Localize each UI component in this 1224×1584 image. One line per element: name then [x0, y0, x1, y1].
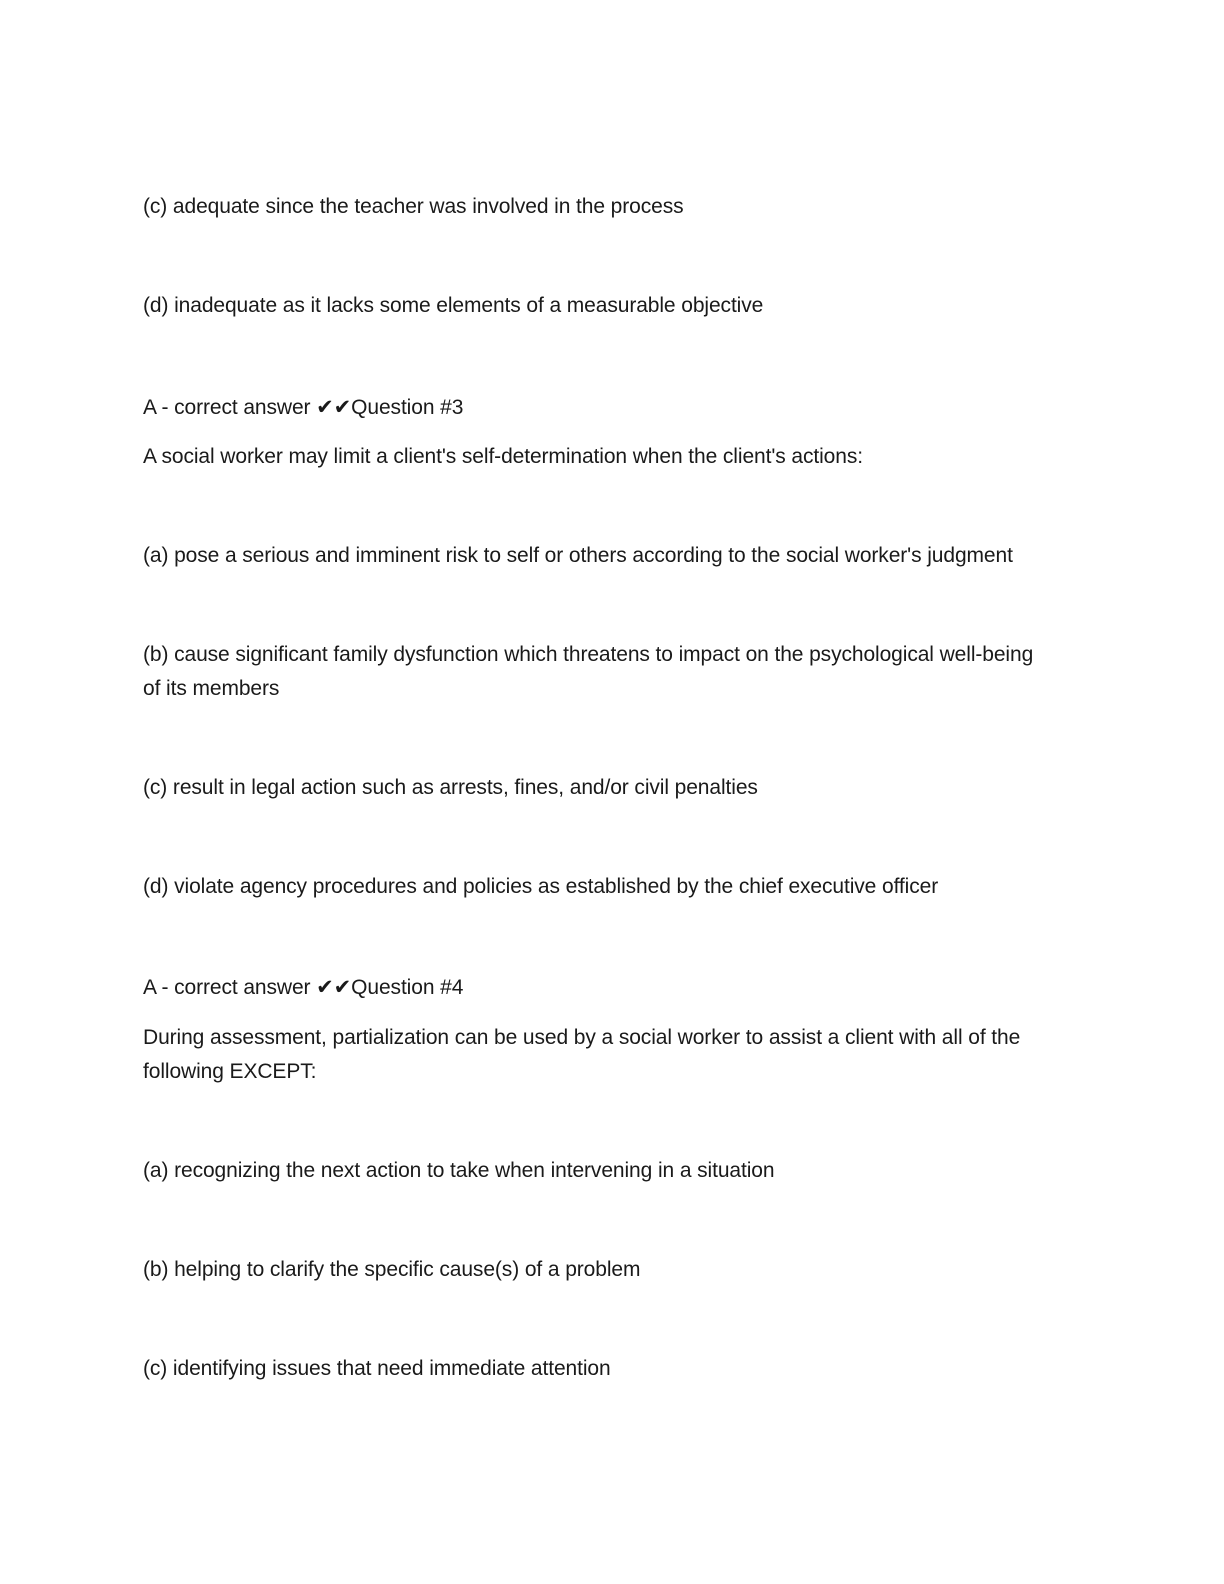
q4-stem: During assessment, partialization can be used by a social worker to assist a client with all of the following EXCEPT:: [143, 1026, 1021, 1083]
q3-option-d: (d) violate agency procedures and policies as established by the chief executive officer: [143, 875, 939, 898]
q3-option-a: (a) pose a serious and imminent risk to self or others according to the social worker's judgment: [143, 544, 1013, 567]
q3-answer-line: A - correct answer ✔✔Question #4: [143, 976, 464, 999]
q4-option-c: (c) identifying issues that need immediate attention: [143, 1357, 611, 1380]
q3-option-b: (b) cause significant family dysfunction which threatens to impact on the psychological well-being of its members: [143, 643, 1034, 700]
q3-stem: A social worker may limit a client's self-determination when the client's actions:: [143, 445, 863, 468]
q2-answer-line: A - correct answer ✔✔Question #3: [143, 396, 464, 419]
q3-option-c: (c) result in legal action such as arrests, fines, and/or civil penalties: [143, 776, 758, 799]
q4-option-a: (a) recognizing the next action to take when intervening in a situation: [143, 1159, 775, 1182]
q2-option-d: (d) inadequate as it lacks some elements of a measurable objective: [143, 294, 764, 317]
q2-option-c: (c) adequate since the teacher was involved in the process: [143, 195, 684, 218]
q4-option-b: (b) helping to clarify the specific cause(s) of a problem: [143, 1258, 641, 1281]
